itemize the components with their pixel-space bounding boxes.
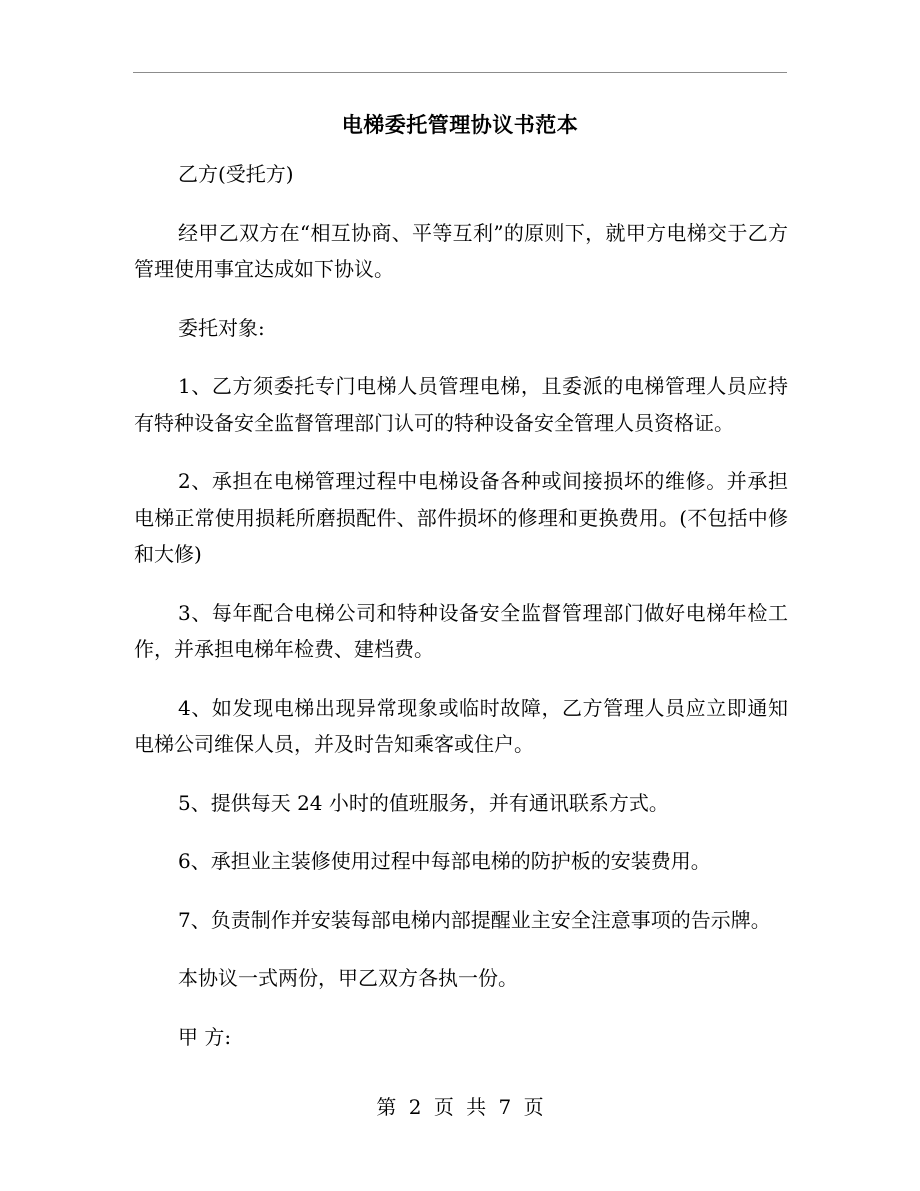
document-title: 电梯委托管理协议书范本 bbox=[341, 112, 579, 137]
intro-paragraph: 经甲乙双方在“相互协商、平等互利”的原则下，就甲方电梯交于乙方管理使用事宜达成如下协议。 bbox=[134, 220, 788, 281]
clause-3: 3、每年配合电梯公司和特种设备安全监督管理部门做好电梯年检工作，并承担电梯年检费、建档费。 bbox=[134, 600, 788, 661]
copies-statement: 本协议一式两份，甲乙双方各执一份。 bbox=[178, 966, 518, 990]
header-rule bbox=[133, 72, 787, 73]
scope-heading: 委托对象: bbox=[178, 315, 265, 340]
party-a-signature-label: 甲 方: bbox=[178, 1024, 232, 1049]
party-b-label: 乙方(受托方) bbox=[178, 162, 294, 186]
clause-4: 4、如发现电梯出现异常现象或临时故障，乙方管理人员应立即通知电梯公司维保人员，并及时告知乘客或住户。 bbox=[134, 695, 788, 756]
clause-6: 6、承担业主装修使用过程中每部电梯的防护板的安装费用。 bbox=[178, 849, 711, 873]
clause-7: 7、负责制作并安装每部电梯内部提醒业主安全注意事项的告示牌。 bbox=[178, 907, 771, 932]
page-number: 第 2 页 共 7 页 bbox=[376, 1095, 544, 1119]
clause-5: 5、提供每天 24 小时的值班服务，并有通讯联系方式。 bbox=[178, 790, 669, 815]
clause-2: 2、承担在电梯管理过程中电梯设备各种或间接损坏的维修。并承担电梯正常使用损耗所磨损配件、部件损坏的修理和更换费用。(不包括中修和大修) bbox=[134, 469, 788, 566]
document-body bbox=[134, 156, 788, 1055]
clause-1: 1、乙方须委托专门电梯人员管理电梯，且委派的电梯管理人员应持有特种设备安全监督管理部门认可的特种设备安全管理人员资格证。 bbox=[134, 374, 788, 435]
